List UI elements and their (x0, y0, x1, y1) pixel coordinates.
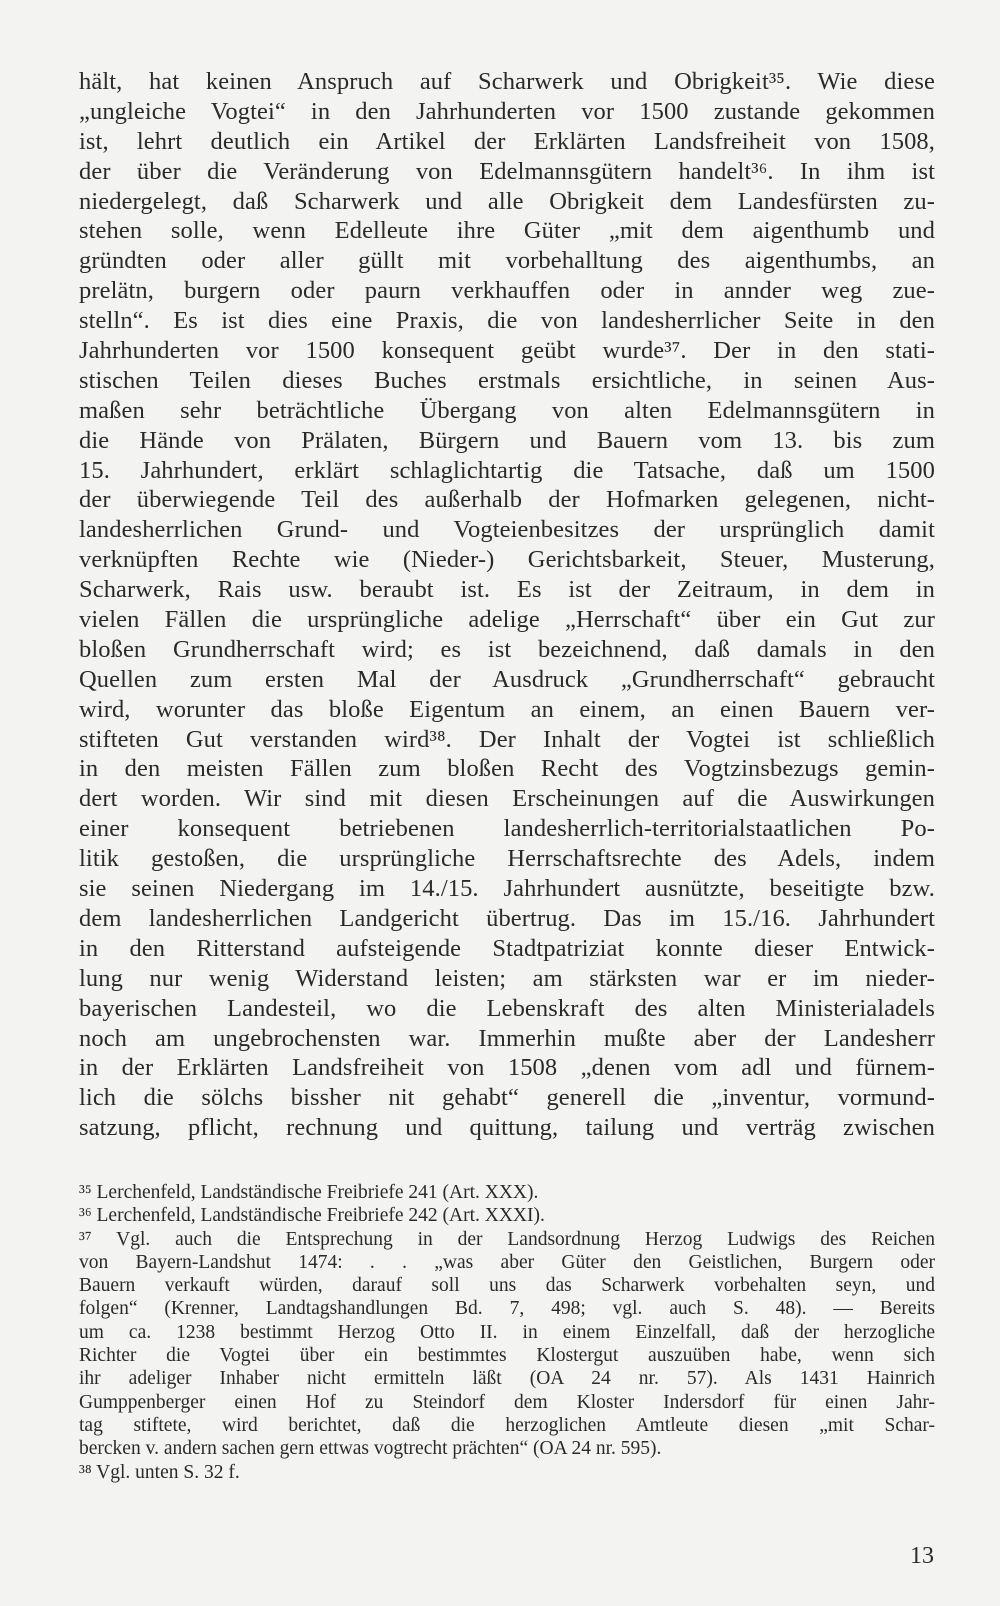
footnote-line: ³⁷ Vgl. auch die Entsprechung in der Landsordnung Herzog Ludwigs des Reichen (79, 1228, 935, 1250)
body-line: litik gestoßen, die ursprüngliche Herrschaftsrechte des Adels, indem (79, 845, 935, 873)
body-line: niedergelegt, daß Scharwerk und alle Obrigkeit dem Landesfürsten zu- (79, 187, 935, 215)
page-number: 13 (910, 1543, 934, 1569)
body-line: einer konsequent betriebenen landesherrlich-territorialstaatlichen Po- (79, 815, 935, 843)
footnotes (79, 1181, 935, 1484)
body-line: sie seinen Niedergang im 14./15. Jahrhundert ausnützte, beseitigte bzw. (79, 875, 935, 903)
body-line: „ungleiche Vogtei“ in den Jahrhunderten vor 1500 zustande gekommen (79, 97, 935, 125)
body-text (79, 67, 935, 1143)
body-line: bloßen Grundherrschaft wird; es ist bezeichnend, daß damals in den (79, 635, 935, 663)
body-line: lich die sölchs bissher nit gehabt“ generell die „inventur, vormund- (79, 1084, 935, 1112)
footnote-line: folgen“ (Krenner, Landtagshandlungen Bd. 7, 498; vgl. auch S. 48). — Bereits (79, 1298, 935, 1320)
footnote-line: ³⁸ Vgl. unten S. 32 f. (79, 1461, 240, 1483)
body-line: Scharwerk, Rais usw. beraubt ist. Es ist der Zeitraum, in dem in (79, 576, 935, 604)
footnote-line: ihr adeliger Inhaber nicht ermitteln läßt (OA 24 nr. 57). Als 1431 Hainrich (79, 1368, 935, 1390)
body-line: verknüpften Rechte wie (Nieder-) Gerichtsbarkeit, Steuer, Musterung, (79, 546, 935, 574)
footnote-line: um ca. 1238 bestimmt Herzog Otto II. in einem Einzelfall, daß der herzogliche (79, 1321, 935, 1343)
body-line: in der Erklärten Landsfreiheit von 1508 „denen vom adl und fürnem- (79, 1054, 935, 1082)
body-line: Jahrhunderten vor 1500 konsequent geübt wurde³⁷. Der in den stati- (79, 337, 935, 365)
body-line: in den meisten Fällen zum bloßen Recht des Vogtzinsbezugs gemin- (79, 755, 935, 783)
footnote-line: von Bayern-Landshut 1474: . . „was aber Güter den Geistlichen, Burgern oder (79, 1251, 935, 1273)
body-line: bayerischen Landesteil, wo die Lebenskraft des alten Ministerialadels (79, 994, 935, 1022)
body-line: gründten oder aller güllt mit vorbehalltung des aigenthumbs, an (79, 247, 935, 275)
body-line: stifteten Gut verstanden wird³⁸. Der Inhalt der Vogtei ist schließlich (79, 725, 935, 753)
body-line: prelätn, burgern oder paurn verkhauffen oder in annder weg zue- (79, 277, 935, 305)
body-line: Quellen zum ersten Mal der Ausdruck „Grundherrschaft“ gebraucht (79, 665, 935, 693)
footnote-line: ³⁶ Lerchenfeld, Landständische Freibriefe 242 (Art. XXXI). (79, 1205, 545, 1227)
body-line: in den Ritterstand aufsteigende Stadtpatriziat konnte dieser Entwick- (79, 934, 935, 962)
footnote-line: Bauern verkauft würden, darauf soll uns das Scharwerk vorbehalten seyn, und (79, 1275, 935, 1297)
body-line: dem landesherrlichen Landgericht übertrug. Das im 15./16. Jahrhundert (79, 904, 935, 932)
body-line: ist, lehrt deutlich ein Artikel der Erklärten Landsfreiheit von 1508, (79, 127, 935, 155)
body-line: stischen Teilen dieses Buches erstmals ersichtliche, in seinen Aus- (79, 366, 935, 394)
body-line: noch am ungebrochensten war. Immerhin mußte aber der Landesherr (79, 1024, 935, 1052)
body-line: der überwiegende Teil des außerhalb der Hofmarken gelegenen, nicht- (79, 486, 935, 514)
body-line: satzung, pflicht, rechnung und quittung, tailung und verträg zwischen (79, 1114, 935, 1142)
body-line: die Hände von Prälaten, Bürgern und Bauern vom 13. bis zum (79, 426, 935, 454)
body-line: landesherrlichen Grund- und Vogteienbesitzes der ursprünglich damit (79, 516, 935, 544)
footnote-line: bercken v. andern sachen gern ettwas vogtrecht prächten“ (OA 24 nr. 595). (79, 1438, 662, 1460)
body-line: stelln“. Es ist dies eine Praxis, die von landesherrlicher Seite in den (79, 307, 935, 335)
footnote-line: ³⁵ Lerchenfeld, Landständische Freibriefe 241 (Art. XXX). (79, 1182, 539, 1203)
body-line: vielen Fällen die ursprüngliche adelige „Herrschaft“ über ein Gut zur (79, 606, 935, 634)
body-line: 15. Jahrhundert, erklärt schlaglichtartig die Tatsache, daß um 1500 (79, 456, 935, 484)
footnote-line: Gumppenberger einen Hof zu Steindorf dem Kloster Indersdorf für einen Jahr- (79, 1391, 935, 1413)
body-line: wird, worunter das bloße Eigentum an einem, an einen Bauern ver- (79, 695, 935, 723)
body-line: der über die Veränderung von Edelmannsgütern handelt³⁶. In ihm ist (79, 157, 935, 185)
footnote-line: tag stiftete, wird berichtet, daß die herzoglichen Amtleute diesen „mit Schar- (79, 1414, 935, 1436)
body-line: lung nur wenig Widerstand leisten; am stärksten war er im nieder- (79, 964, 935, 992)
body-line: hält, hat keinen Anspruch auf Scharwerk und Obrigkeit³⁵. Wie diese (79, 68, 935, 95)
body-line: maßen sehr beträchtliche Übergang von alten Edelmannsgütern in (79, 396, 935, 424)
footnote-line: Richter die Vogtei über ein bestimmtes Klostergut auszuüben habe, wenn sich (79, 1345, 935, 1367)
body-line: stehen solle, wenn Edelleute ihre Güter „mit dem aigenthumb und (79, 217, 935, 245)
body-line: dert worden. Wir sind mit diesen Erscheinungen auf die Auswirkungen (79, 785, 935, 813)
